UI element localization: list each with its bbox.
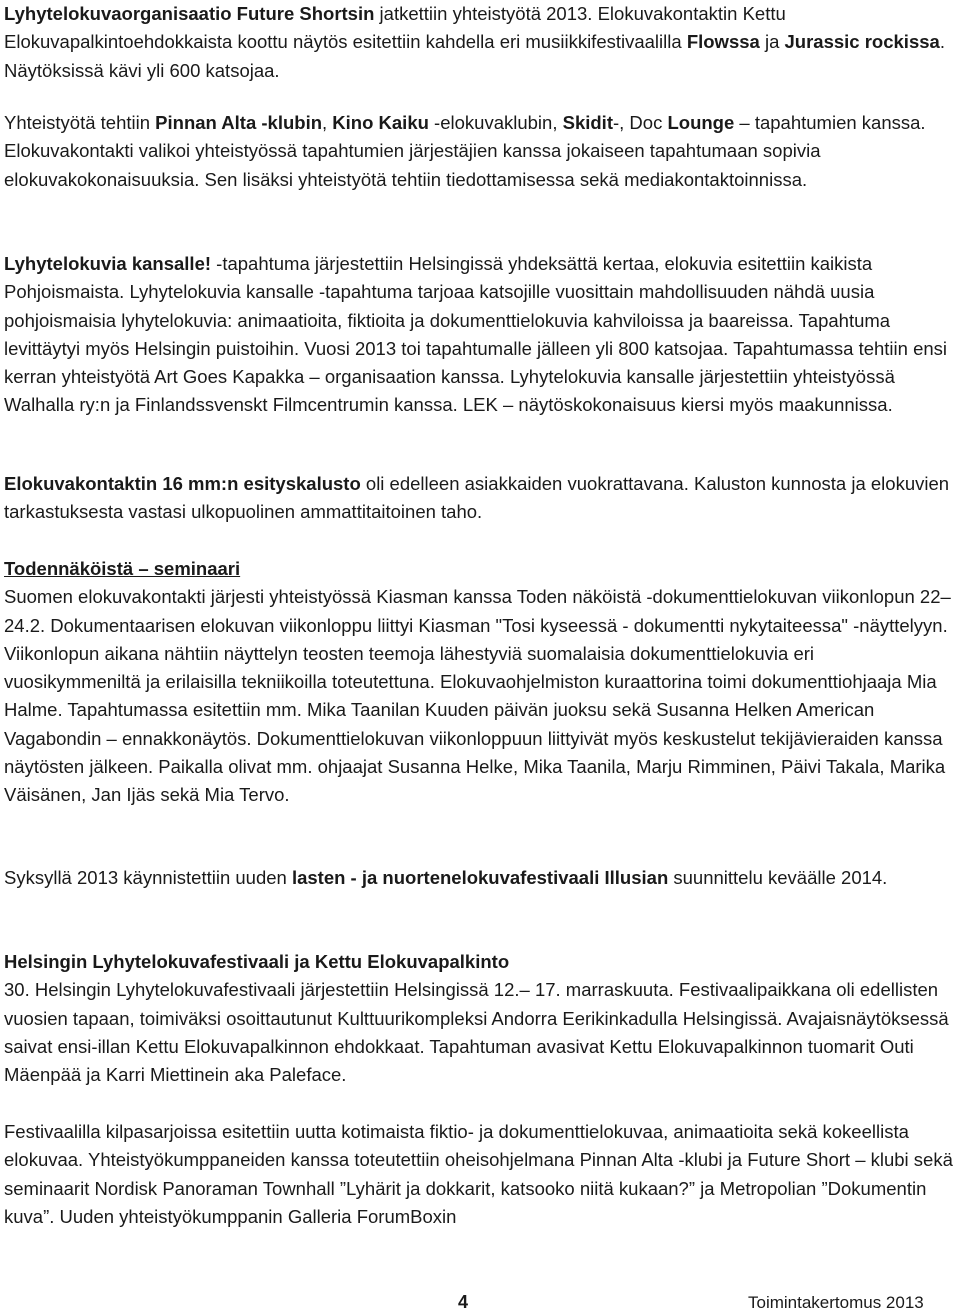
text-run: Festivaalilla kilpasarjoissa esitettiin uutta kotimaista fiktio- ja dokumenttielokuvaa, animaatioita sekä kokeellista elokuvaa. Yhteistyökumppaneiden kanssa toteutettiin oheisohjelmana Pinnan Alta -klubi ja Future Short – klubi sekä seminaarit Nordisk Panoraman Townhall ”Lyhärit ja dokkarit, katsooko niitä kukaan?” ja Metropolian ”Dokumentin kuva”. Uuden yhteistyökumppanin Galleria ForumBoxin (4, 1121, 953, 1227)
paragraph-collaboration (4, 109, 954, 194)
text-run: oli edelleen asiakkaiden vuokrattavana. Kaluston kunnosta ja elokuvien tarkastuksesta vastasi ulkopuolinen ammattitaitoinen taho. (4, 473, 950, 523)
text-run: Kino Kaiku (332, 112, 429, 133)
paragraph-festival-program (4, 1118, 954, 1231)
text-run: Syksyllä 2013 käynnistettiin uuden (4, 867, 292, 888)
paragraph-seminar (4, 555, 954, 810)
paragraph-future-shorts (4, 0, 954, 85)
paragraph-lyhytelokuvia-kansalle (4, 250, 954, 420)
text-run: suunnittelu keväälle 2014. (668, 867, 888, 888)
text-run: . Näytöksissä kävi yli 600 katsojaa. (4, 31, 945, 81)
text-run: Pinnan Alta -klubin (155, 112, 323, 133)
text-run: Lyhytelokuvia kansalle! (4, 253, 212, 274)
text-run: Skidit (562, 112, 613, 133)
text-run: Helsingin Lyhytelokuvafestivaali ja Kettu Elokuvapalkinto (4, 951, 510, 972)
paragraph-illusia (4, 864, 954, 892)
text-run: Todennäköistä – seminaari (4, 558, 241, 579)
text-run: Jurassic rockissa (784, 31, 940, 53)
text-run: ja (759, 31, 785, 53)
page-number: 4 (458, 1292, 469, 1312)
text-run: Lounge (667, 112, 735, 133)
text-run: jatkettiin yhteistyötä 2013. Elokuvakontaktin Kettu Elokuvapalkintoehdokkaista koottu näytös esitettiin kahdella eri musiikkifestivaalilla (4, 3, 786, 53)
text-run: , (322, 112, 333, 133)
text-run: -, Doc (612, 112, 668, 133)
text-run: Lyhytelokuvaorganisaatio Future Shortsin (4, 3, 375, 24)
text-run: lasten - ja nuortenelokuvafestivaali Illusian (291, 867, 669, 888)
text-run: Suomen elokuvakontakti järjesti yhteistyössä Kiasman kanssa Toden näköistä -dokumenttielokuvan viikonlopun 22–24.2. Dokumentaarisen elokuvan viikonloppu liittyi Kiasman "Tosi kyseessä - dokumentti nykytaiteessa" -näyttelyyn. Viikonlopun aikana nähtiin näyttelyn teosten teemoja lähestyviä suomalaisia dokumenttielokuvia eri vuosikymmeniltä ja erilaisilla tekniikoilla toteutettuna. Elokuvaohjelmiston kuraattorina toimi dokumenttiohjaaja Mia Halme. Tapahtumassa esitettiin mm. Mika Taanilan Kuuden päivän juoksu sekä Susanna Helken American Vagabondin – ennakkonäytös. Dokumenttielokuvan viikonloppuun liittyivät myös keskustelut tekijävieraiden kanssa näytösten jälkeen. Paikalla olivat mm. ohjaajat Susanna Helke, Mika Taanila, Marju Rimminen, Päivi Takala, Marika Väisänen, Jan Ijäs sekä Mia Tervo. (4, 586, 951, 806)
text-run: -tapahtuma järjestettiin Helsingissä yhdeksättä kertaa, elokuvia esitettiin kaikista Pohjoismaista. Lyhytelokuvia kansalle -tapahtuma tarjoaa katsojille vuosittain mahdollisuuden nähdä uusia pohjoismaisia lyhytelokuvia: animaatioita, fiktioita ja dokumenttielokuvia kahviloissa ja baareissa. Tapahtuma levittäytyi myös Helsingin puistoihin. Vuosi 2013 toi tapahtumalle jälleen yli 800 katsojaa. Tapahtumassa tehtiin ensi kerran yhteistyötä Art Goes Kapakka – organisaation kanssa. Lyhytelokuvia kansalle järjestettiin yhteistyössä Walhalla ry:n ja Finlandssvenskt Filmcentrumin kanssa. LEK – näytöskokonaisuus kiersi myös maakunnissa. (4, 253, 948, 416)
paragraph-equipment (4, 470, 954, 527)
text-run: Yhteistyötä tehtiin (4, 112, 156, 133)
paragraph-festival (4, 948, 954, 1089)
document-title: Toimintakertomus 2013 (748, 1293, 924, 1312)
text-run: 30. Helsingin Lyhytelokuvafestivaali järjestettiin Helsingissä 12.– 17. marraskuuta. Festivaalipaikkana oli edellisten vuosien tapaan, toimiväksi osoittautunut Kulttuurikompleksi Andorra Eerikinkadulla Helsingissä. Avajaisnäytöksessä saivat ensi-illan Kettu Elokuvapalkinnon ehdokkaat. Tapahtuman avasivat Kettu Elokuvapalkinnon tuomarit Outi Mäenpää ja Karri Miettinein aka Paleface. (4, 979, 949, 1086)
text-run: -elokuvaklubin, (428, 112, 563, 133)
text-run: Elokuvakontaktin 16 mm:n esityskalusto (4, 473, 361, 494)
text-run: Flowssa (686, 31, 760, 53)
text-run: – tapahtumien kanssa. Elokuvakontakti valikoi yhteistyössä tapahtumien järjestäjien kanssa jokaiseen tapahtumaan sopivia elokuvakokonaisuuksia. Sen lisäksi yhteistyötä tehtiin tiedottamisessa sekä mediakontaktoinnissa. (4, 112, 926, 190)
